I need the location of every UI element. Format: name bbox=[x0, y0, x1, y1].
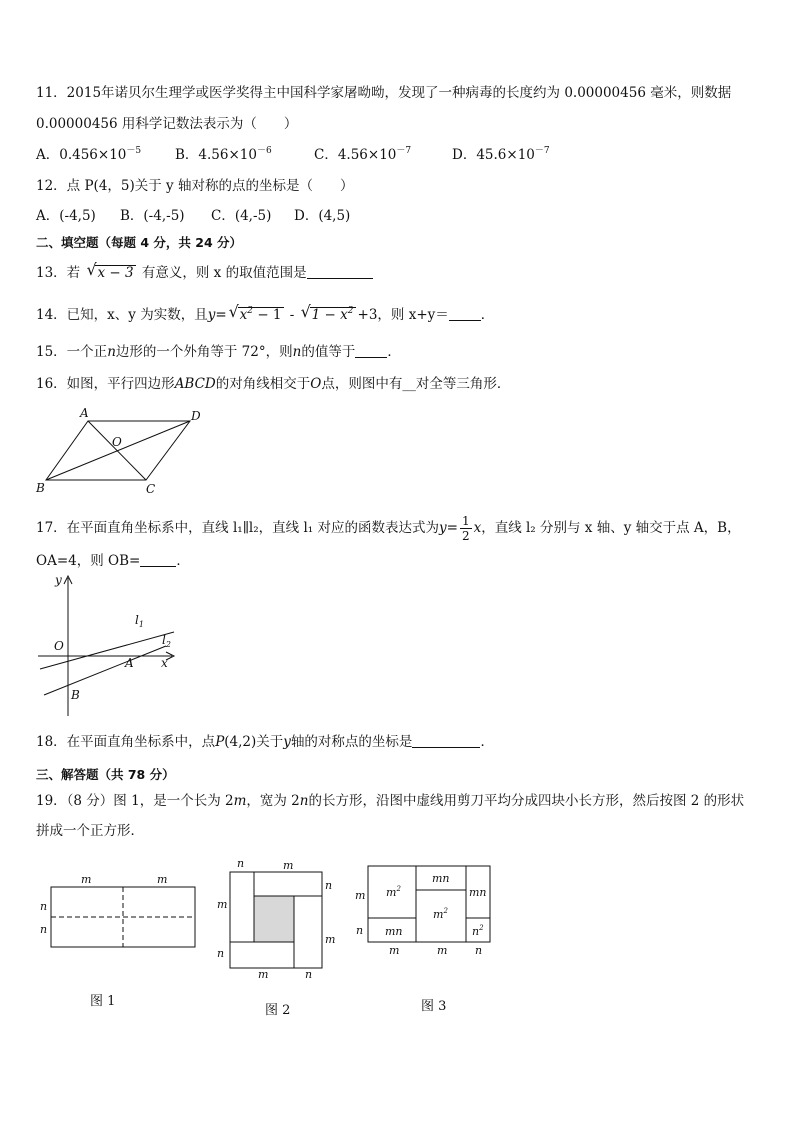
fig3-label-bottom-n: n bbox=[475, 944, 483, 957]
q19-figure-1 bbox=[36, 870, 206, 952]
fig2-caption: 图 2 bbox=[265, 1003, 291, 1018]
fig1-label-m-left: m bbox=[81, 873, 92, 886]
q13: 13．若 √ x − 3 有意义，则 x 的取值范围是 bbox=[36, 264, 373, 282]
q14-radical-1: √ $x^2 - 1$ bbox=[228, 302, 282, 323]
q18: 18．在平面直角坐标系中，点P(4,2)关于y轴的对称点的坐标是 ． bbox=[36, 734, 494, 750]
fig3-label-mn-top: mn bbox=[432, 872, 450, 885]
q17-label-x: x bbox=[161, 656, 168, 670]
q18-answer-blank bbox=[412, 733, 480, 748]
q17-label-l1: $l_1$ bbox=[135, 613, 144, 629]
fig1-caption: 图 1 bbox=[90, 994, 116, 1009]
q11-line2: 0.00000456 用科学记数法表示为（ ） bbox=[36, 116, 298, 132]
q11-option-a: A．$0.456\times 10^{-5}$ bbox=[36, 146, 142, 163]
q16-label-c: C bbox=[146, 482, 156, 496]
q13-answer-blank bbox=[307, 264, 373, 279]
fig3-label-bottom-m2: m bbox=[437, 944, 448, 957]
q17-label-l2: $l_2$ bbox=[162, 633, 171, 649]
q19-figure-2 bbox=[212, 856, 338, 980]
q14-radical-2: √ $1 - x^2$ bbox=[300, 302, 354, 323]
q16-label-o: O bbox=[112, 435, 122, 449]
fig3-label-mn-right: mn bbox=[469, 886, 487, 899]
q14: 14．已知，x、y 为实数，且y= √ $x^2 - 1$ - √ $1 - x^2 +3$，则 x+y＝ ． bbox=[36, 302, 495, 323]
fig2-label-m-bottom: m bbox=[258, 968, 269, 980]
fig2-label-m-left: m bbox=[217, 898, 228, 911]
section-fill-in-title: 二、填空题（每题 4 分，共 24 分） bbox=[36, 235, 243, 250]
fig1-label-n-top: n bbox=[40, 900, 48, 913]
fig3-label-mn-bottom-left: mn bbox=[385, 925, 403, 938]
q16-label-b: B bbox=[36, 481, 45, 495]
q19-line1: 19．（8 分）图 1，是一个长为 2m，宽为 2n的长方形，沿图中虚线用剪刀平均分成四块小长方形，然后按图 2 的形状 bbox=[36, 793, 745, 809]
q17-label-a: A bbox=[125, 656, 134, 670]
q12-stem: 12．点 P(4，5)关于 y 轴对称的点的坐标是（ ） bbox=[36, 178, 354, 194]
q17-coordinate-figure bbox=[34, 572, 184, 720]
q15: 15．一个正n边形的一个外角等于 72°，则n的值等于 ． bbox=[36, 344, 401, 360]
q19-figure-3 bbox=[348, 858, 498, 962]
fig3-label-left-n: n bbox=[356, 924, 364, 937]
q15-answer-blank bbox=[355, 343, 387, 358]
fig3-label-n2: $n^2$ bbox=[472, 924, 484, 938]
q16-label-a: A bbox=[80, 406, 89, 420]
q17-line1: 17．在平面直角坐标系中，直线 l₁∥l₂，直线 l₁ 对应的函数表达式为y= $\frac{1}{2}$ x，直线 l₂ 分别与 x 轴、y 轴交于点 A，B， bbox=[36, 514, 741, 543]
section-answer-title: 三、解答题（共 78 分） bbox=[36, 767, 175, 782]
fig3-caption: 图 3 bbox=[421, 999, 447, 1014]
q17-label-b: B bbox=[71, 688, 80, 702]
fig2-label-n-right: n bbox=[325, 879, 333, 892]
q19-line2: 拼成一个正方形． bbox=[36, 823, 144, 839]
q14-answer-blank bbox=[449, 306, 481, 321]
fig2-label-n-top-left: n bbox=[237, 857, 245, 870]
q11-option-c: C．$4.56\times 10^{-7}$ bbox=[314, 146, 412, 163]
fig1-label-m-right: m bbox=[157, 873, 168, 886]
q17-fraction: $\frac{1}{2}$ bbox=[461, 514, 470, 543]
q16-parallelogram-figure bbox=[30, 403, 220, 498]
q12-option-a: A．(-4,5) bbox=[36, 208, 96, 224]
q12-option-c: C．(4,-5) bbox=[211, 208, 272, 224]
fig2-label-n-bottom: n bbox=[305, 968, 313, 980]
fig2-label-m-top: m bbox=[283, 859, 294, 872]
fig2-label-n-left: n bbox=[217, 947, 225, 960]
fig3-label-m2-a: $m^2$ bbox=[386, 885, 401, 899]
fig1-label-n-bottom: n bbox=[40, 923, 48, 936]
q11-option-d: D．$45.6\times 10^{-7}$ bbox=[452, 146, 550, 163]
q12-option-b: B．(-4,-5) bbox=[120, 208, 185, 224]
q11-option-b: B．$4.56\times 10^{-6}$ bbox=[175, 146, 272, 163]
q16-label-d: D bbox=[191, 409, 201, 423]
fig3-label-bottom-m1: m bbox=[389, 944, 400, 957]
fig3-label-m2-b: $m^2$ bbox=[433, 907, 448, 921]
q17-label-y: y bbox=[55, 573, 62, 587]
q12-option-d: D．(4,5) bbox=[294, 208, 351, 224]
q17-answer-blank bbox=[140, 552, 176, 567]
q17-line2: OA=4，则 OB= ． bbox=[36, 553, 190, 569]
q11-line1: 11．2015年诺贝尔生理学或医学奖得主中国科学家屠呦呦，发现了一种病毒的长度约为 0.00000456 毫米，则数据 bbox=[36, 85, 732, 101]
fig3-label-left-m: m bbox=[355, 889, 366, 902]
q17-label-o: O bbox=[54, 639, 64, 653]
q16: 16．如图，平行四边形ABCD的对角线相交于O点，则图中有__对全等三角形． bbox=[36, 376, 511, 392]
q13-radical: √ x − 3 bbox=[86, 260, 134, 281]
fig2-label-m-right: m bbox=[325, 933, 336, 946]
